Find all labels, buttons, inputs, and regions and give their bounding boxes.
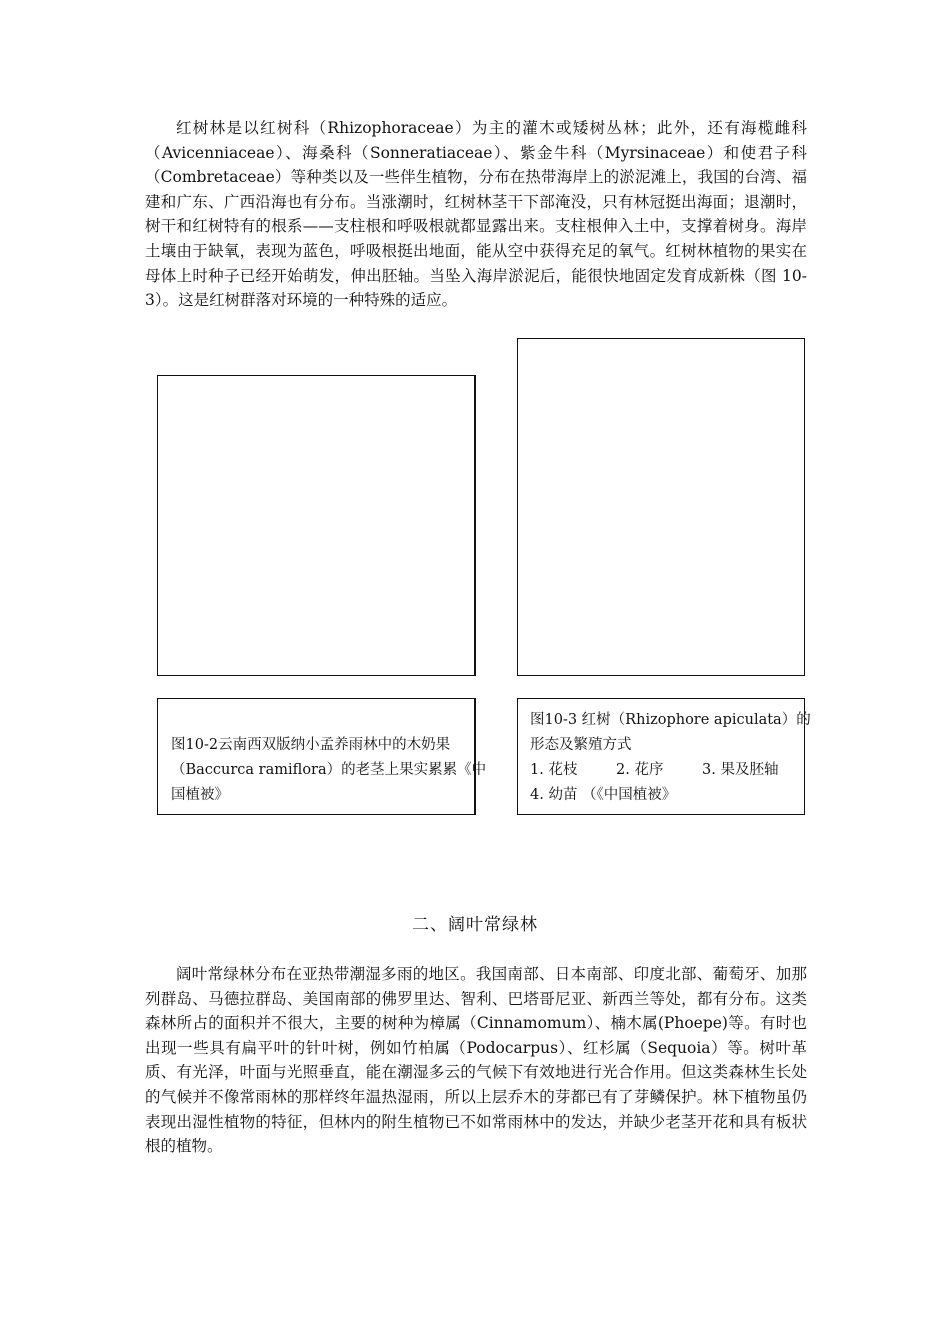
figure-10-3-part-3: 3. 果及胚轴	[702, 762, 779, 778]
figure-10-3-caption-line-2: 形态及繁殖方式	[530, 737, 632, 753]
figure-10-3-caption-box	[517, 698, 811, 815]
figure-10-2-caption	[171, 733, 487, 808]
figure-10-3-image-frame	[517, 338, 805, 676]
figure-10-2-caption-line-3: 国植被》	[171, 787, 229, 803]
figure-10-3-caption	[530, 708, 811, 808]
figure-10-3-part-2: 2. 花序	[616, 762, 664, 778]
figure-10-3-part-1: 1. 花枝	[530, 762, 578, 778]
paragraph-broadleaf-evergreen-forest: 阔叶常绿林分布在亚热带潮湿多雨的地区。我国南部、日本南部、印度北部、葡萄牙、加那列群岛、马德拉群岛、美国南部的佛罗里达、智利、巴塔哥尼亚、新西兰等处，都有分布。这类森林所占的面积并不很大，主要的树种为樟属（Cinnamomum）、楠木属(Phoepe)等。有时也出现一些具有扁平叶的针叶树，例如竹柏属（Podocarpus）、红杉属（Sequoia）等。树叶革质、有光泽，叶面与光照垂直，能在潮湿多云的气候下有效地进行光合作用。但这类森林生长处的气候并不像常雨林的那样终年温热湿雨，所以上层乔木的芽都已有了芽鳞保护。林下植物虽仍表现出湿性植物的特征，但林内的附生植物已不如常雨林中的发达，并缺少老茎开花和具有板状根的植物。	[145, 965, 807, 1156]
figure-10-3-caption-line-4: 4. 幼苗 （《中国植被》	[530, 787, 677, 803]
figure-10-2-image-frame	[157, 375, 476, 676]
section-heading-broadleaf-evergreen: 二、阔叶常绿林	[412, 915, 538, 935]
figure-10-3-parts-row	[530, 758, 802, 783]
figure-10-2-caption-line-2: （Baccurca ramiflora）的老茎上果实累累《中	[171, 762, 487, 778]
figure-10-2-caption-box	[157, 698, 487, 815]
figure-10-2-caption-line-1: 图10-2云南西双版纳小孟养雨林中的木奶果	[171, 737, 451, 753]
paragraph-mangrove-forest: 红树林是以红树科（Rhizophoraceae）为主的灌木或矮树丛林；此外，还有海榄雌科（Avicenniaceae）、海桑科（Sonneratiaceae）、紫金牛科（Myrsinaceae）和使君子科（Combretaceae）等种类以及一些伴生植物，分布在热带海岸上的淤泥滩上，我国的台湾、福建和广东、广西沿海也有分布。当涨潮时，红树林茎干下部淹没，只有林冠挺出海面；退潮时，树干和红树特有的根系——支柱根和呼吸根就都显露出来。支柱根伸入土中，支撑着树身。海岸土壤由于缺氧，表现为蓝色，呼吸根挺出地面，能从空中获得充足的氧气。红树林植物的果实在母体上时种子已经开始萌发，伸出胚轴。当坠入海岸淤泥后，能很快地固定发育成新株（图 10-3）。这是红树群落对环境的一种特殊的适应。	[145, 119, 807, 310]
figure-10-3-caption-line-1: 图10-3 红树（Rhizophore apiculata）的	[530, 712, 811, 728]
